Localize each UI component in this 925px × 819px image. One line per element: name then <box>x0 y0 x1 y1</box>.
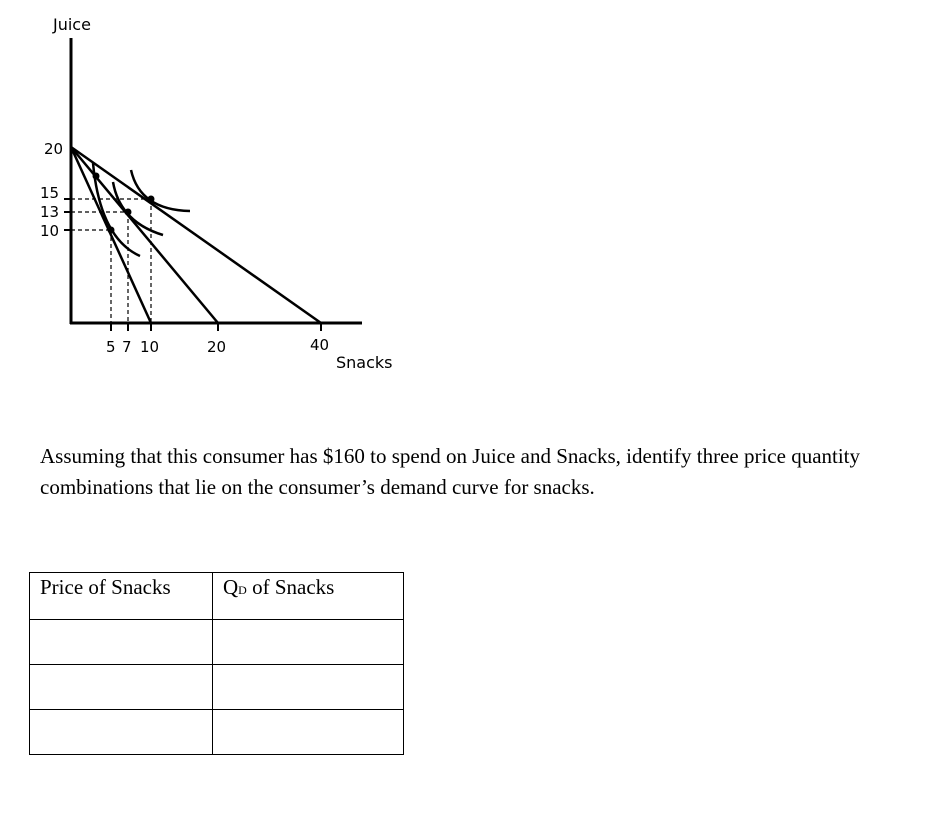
price-cell[interactable] <box>30 710 213 755</box>
x-tick-7: 7 <box>122 338 132 356</box>
question-prompt: Assuming that this consumer has $160 to spend on Juice and Snacks, identify three price quantity combinations that lie on the consumer’s demand curve for snacks. <box>40 444 861 499</box>
y-tick-13: 13 <box>40 203 60 221</box>
budget-indifference-diagram <box>0 0 430 400</box>
table-header-row <box>30 573 404 620</box>
tangency-point <box>108 227 115 234</box>
qd-cell[interactable] <box>213 665 404 710</box>
header-qd-of-snacks <box>213 573 404 620</box>
x-tick-40: 40 <box>310 336 330 354</box>
tangency-point <box>125 209 132 216</box>
indifference-curve-3 <box>131 170 190 211</box>
y-tick-20: 20 <box>44 140 64 158</box>
answer-table <box>29 572 404 755</box>
tangency-point <box>93 173 100 180</box>
tangency-point <box>148 196 155 203</box>
header-qd-subscript: D <box>238 583 247 597</box>
table-row <box>30 710 404 755</box>
y-axis-label: Juice <box>53 15 91 34</box>
header-qd-rest: of Snacks <box>246 575 335 599</box>
qd-cell[interactable] <box>213 620 404 665</box>
header-price-of-snacks: Price of Snacks <box>30 573 213 620</box>
table-row <box>30 665 404 710</box>
y-tick-10: 10 <box>40 222 60 240</box>
x-tick-10: 10 <box>140 338 160 356</box>
qd-cell[interactable] <box>213 710 404 755</box>
x-tick-5: 5 <box>106 338 116 356</box>
x-tick-20: 20 <box>207 338 227 356</box>
header-qd-main: Q <box>223 575 239 599</box>
y-tick-15: 15 <box>40 184 60 202</box>
price-cell[interactable] <box>30 620 213 665</box>
x-axis-label: Snacks <box>336 353 393 372</box>
price-cell[interactable] <box>30 665 213 710</box>
table-row <box>30 620 404 665</box>
